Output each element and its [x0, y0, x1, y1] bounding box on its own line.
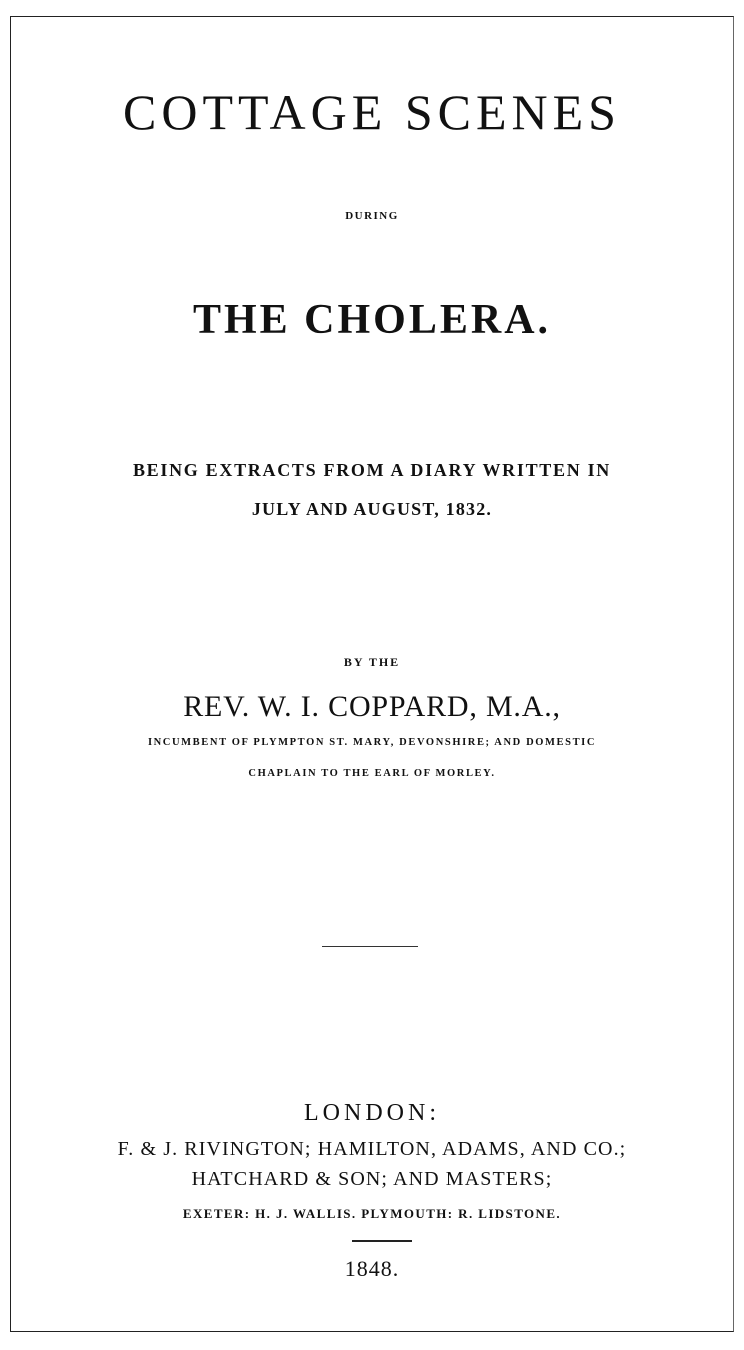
by-line: BY THE — [343, 655, 401, 669]
publishers-line-2: HATCHARD & SON; AND MASTERS; — [191, 1168, 553, 1190]
publication-year: 1848. — [344, 1256, 400, 1281]
description-line-1: BEING EXTRACTS FROM A DIARY WRITTEN IN — [132, 460, 612, 480]
author-name: REV. W. I. COPPARD, M.A., — [183, 690, 561, 723]
section-divider — [322, 946, 418, 947]
publishers-line-3: EXETER: H. J. WALLIS. PLYMOUTH: R. LIDSTONE. — [182, 1206, 562, 1221]
publishers-line-1: F. & J. RIVINGTON; HAMILTON, ADAMS, AND CO.; — [117, 1138, 627, 1160]
during-label: DURING — [345, 210, 399, 222]
description-line-2: JULY AND AUGUST, 1832. — [251, 499, 493, 519]
book-subtitle: THE CHOLERA. — [192, 297, 552, 343]
year-divider — [352, 1240, 412, 1242]
imprint-city: LONDON: — [304, 1100, 440, 1126]
author-role-line-1: INCUMBENT OF PLYMPTON ST. MARY, DEVONSHIRE; AND DOMESTIC — [147, 737, 597, 748]
book-title: COTTAGE SCENES — [123, 84, 621, 140]
author-role-line-2: CHAPLAIN TO THE EARL OF MORLEY. — [248, 768, 496, 779]
